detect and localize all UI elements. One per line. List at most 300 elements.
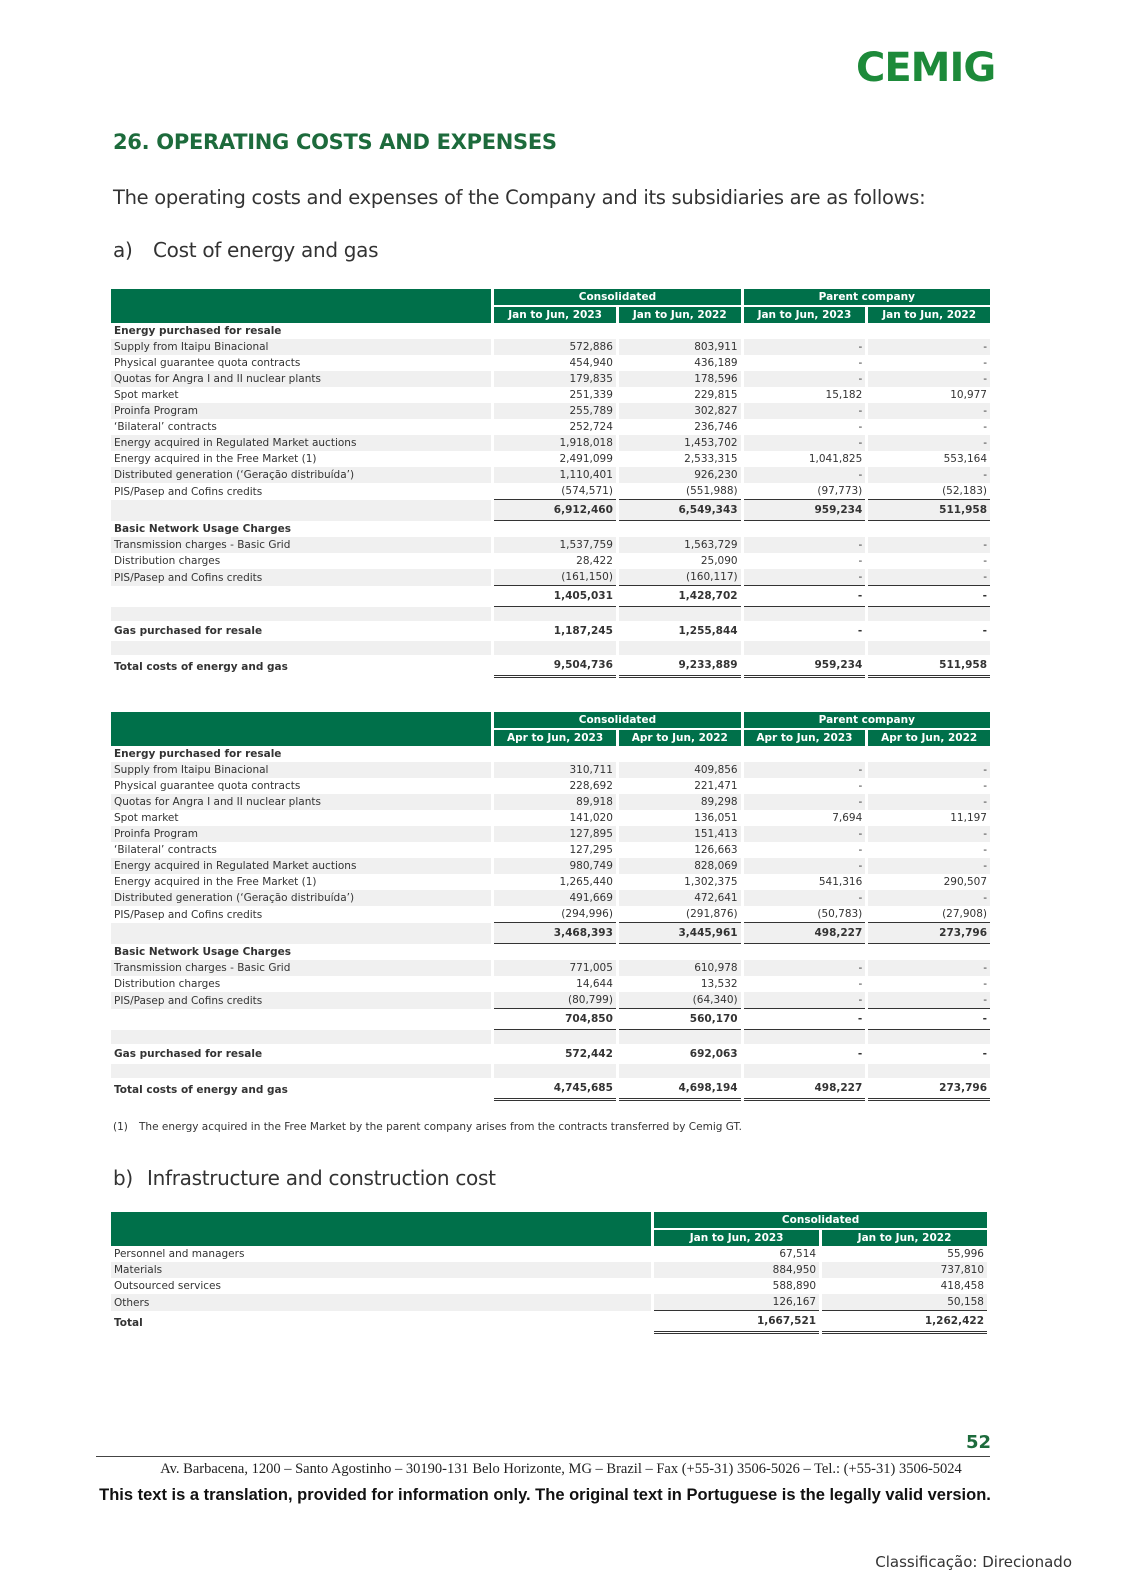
row-value-3: - bbox=[868, 858, 990, 874]
header-period-3: Apr to Jun, 2022 bbox=[868, 728, 990, 746]
row-value-3: - bbox=[868, 467, 990, 483]
row-value-1: 25,090 bbox=[700, 555, 738, 567]
row-value-0: 310,711 bbox=[494, 762, 616, 778]
row-label: Energy purchased for resale bbox=[114, 748, 282, 760]
table-row bbox=[111, 1294, 987, 1311]
row-value-1: 1,255,844 bbox=[678, 625, 738, 637]
row-value-1: 236,746 bbox=[694, 421, 738, 433]
table-row bbox=[111, 467, 990, 483]
row-value-1: 2,533,315 bbox=[684, 453, 738, 465]
spacer-row bbox=[111, 641, 990, 655]
row-value-2 bbox=[744, 607, 866, 621]
row-value-2: - bbox=[744, 371, 866, 387]
row-value-0: 1,187,245 bbox=[553, 625, 613, 637]
row-value-3: 290,507 bbox=[943, 876, 987, 888]
header-period-0: Apr to Jun, 2023 bbox=[494, 728, 616, 746]
row-value-2: 15,182 bbox=[825, 389, 863, 401]
header-group-row bbox=[111, 712, 990, 728]
row-value-2: - bbox=[744, 960, 866, 976]
row-value-2: 541,316 bbox=[818, 876, 863, 888]
row-value-1 bbox=[619, 521, 741, 537]
footnote bbox=[113, 1121, 742, 1133]
row-value-3: - bbox=[868, 794, 990, 810]
row-value-0: 228,692 bbox=[569, 780, 613, 792]
row-value-1: (551,988) bbox=[619, 483, 741, 500]
header-group-parent-company: Parent company bbox=[744, 712, 990, 728]
footer-address: Av. Barbacena, 1200 – Santo Agostinho – 30190-131 Belo Horizonte, MG – Brazil – Fax (+55-31) 3506-5026 – Tel.: (+55-31) 3506-5024 bbox=[160, 1461, 962, 1477]
row-label: Physical guarantee quota contracts bbox=[114, 357, 301, 369]
row-value-2: - bbox=[858, 357, 863, 369]
row-value-3: - bbox=[868, 890, 990, 906]
row-value-3 bbox=[868, 641, 990, 655]
row-value-2 bbox=[744, 641, 866, 655]
gas-row bbox=[111, 1044, 990, 1064]
row-value-2: 1,041,825 bbox=[808, 453, 863, 465]
row-value-0: 1,918,018 bbox=[494, 435, 616, 451]
table-row bbox=[111, 810, 990, 826]
row-value-2 bbox=[744, 944, 866, 960]
row-value-1: 610,978 bbox=[619, 960, 741, 976]
table-row bbox=[111, 419, 990, 435]
row-value-0: 1,667,521 bbox=[654, 1311, 819, 1334]
section-header-row bbox=[111, 521, 990, 537]
row-value-0: 572,442 bbox=[565, 1048, 613, 1060]
row-value-0: 14,644 bbox=[576, 978, 613, 990]
row-value-1: 3,445,961 bbox=[619, 923, 741, 944]
row-label bbox=[111, 1030, 491, 1044]
row-value-2: - bbox=[744, 794, 866, 810]
row-value-3 bbox=[868, 1030, 990, 1044]
row-value-2: - bbox=[858, 555, 863, 567]
table-row bbox=[111, 976, 990, 992]
table-row bbox=[111, 778, 990, 794]
row-value-3: - bbox=[868, 569, 990, 586]
row-value-1: 472,641 bbox=[619, 890, 741, 906]
row-label: Basic Network Usage Charges bbox=[114, 523, 291, 535]
header-blank-cell bbox=[111, 289, 491, 323]
row-value-1: 302,827 bbox=[619, 403, 741, 419]
row-label: Transmission charges - Basic Grid bbox=[111, 537, 491, 553]
row-value-1: 1,563,729 bbox=[619, 537, 741, 553]
header-period-3: Jan to Jun, 2022 bbox=[868, 305, 990, 323]
header-group-row bbox=[111, 289, 990, 305]
row-value-1: 560,170 bbox=[619, 1009, 741, 1030]
subtotal-row bbox=[111, 500, 990, 521]
table-row bbox=[111, 403, 990, 419]
row-value-2: - bbox=[744, 992, 866, 1009]
row-value-0: (161,150) bbox=[494, 569, 616, 586]
table-row bbox=[111, 1278, 987, 1294]
row-value-0: (574,571) bbox=[494, 483, 616, 500]
spacer-row bbox=[111, 1030, 990, 1044]
row-label: Spot market bbox=[114, 389, 179, 401]
row-label: Proinfa Program bbox=[111, 403, 491, 419]
row-value-1: 1,428,702 bbox=[619, 586, 741, 607]
header-group-consolidated: Consolidated bbox=[654, 1212, 987, 1228]
row-value-0: (80,799) bbox=[494, 992, 616, 1009]
row-value-3 bbox=[868, 1064, 990, 1078]
row-value-2: - bbox=[744, 537, 866, 553]
row-label: Energy acquired in the Free Market (1) bbox=[114, 876, 317, 888]
row-value-3: 11,197 bbox=[950, 812, 987, 824]
header-group-consolidated: Consolidated bbox=[494, 289, 740, 305]
subtotal-row bbox=[111, 586, 990, 607]
row-value-2: - bbox=[858, 780, 863, 792]
row-value-2: - bbox=[744, 569, 866, 586]
subtotal-row bbox=[111, 923, 990, 944]
row-value-2: 498,227 bbox=[744, 1078, 866, 1101]
header-period-2: Apr to Jun, 2023 bbox=[744, 728, 866, 746]
row-value-1: 1,453,702 bbox=[619, 435, 741, 451]
subsection-a-heading bbox=[113, 238, 378, 262]
row-value-3 bbox=[868, 746, 990, 762]
row-value-1: 55,996 bbox=[947, 1248, 984, 1260]
row-value-1 bbox=[619, 746, 741, 762]
row-value-3: 553,164 bbox=[943, 453, 987, 465]
table-row bbox=[111, 1246, 987, 1262]
row-value-3: - bbox=[983, 555, 987, 567]
header-period-1: Jan to Jun, 2022 bbox=[822, 1228, 987, 1246]
row-value-1: 229,815 bbox=[694, 389, 738, 401]
row-value-3: - bbox=[983, 357, 987, 369]
row-label: Transmission charges - Basic Grid bbox=[111, 960, 491, 976]
row-value-2: - bbox=[857, 625, 863, 637]
table-row bbox=[111, 890, 990, 906]
row-value-2 bbox=[744, 323, 866, 339]
row-value-2 bbox=[744, 1030, 866, 1044]
row-value-0: 454,940 bbox=[569, 357, 613, 369]
row-label: ‘Bilateral’ contracts bbox=[114, 844, 217, 856]
row-value-3: (27,908) bbox=[868, 906, 990, 923]
svg-text:CEMIG: CEMIG bbox=[856, 45, 996, 88]
row-value-2: - bbox=[744, 826, 866, 842]
row-value-3: 10,977 bbox=[950, 389, 987, 401]
row-value-2: - bbox=[744, 339, 866, 355]
row-value-0 bbox=[494, 323, 616, 339]
row-value-0: 251,339 bbox=[569, 389, 613, 401]
row-value-0 bbox=[494, 1030, 616, 1044]
table-row bbox=[111, 451, 990, 467]
table-row bbox=[111, 355, 990, 371]
row-value-0: (294,996) bbox=[494, 906, 616, 923]
row-value-3 bbox=[868, 944, 990, 960]
row-label: Quotas for Angra I and II nuclear plants bbox=[111, 794, 491, 810]
row-value-1 bbox=[619, 607, 741, 621]
cost-energy-gas-q2-table bbox=[108, 712, 993, 1101]
row-value-3: - bbox=[868, 403, 990, 419]
row-value-3 bbox=[868, 521, 990, 537]
row-value-2: - bbox=[744, 403, 866, 419]
table-row bbox=[111, 1262, 987, 1278]
row-value-0: 89,918 bbox=[494, 794, 616, 810]
total-row bbox=[111, 1311, 987, 1334]
row-label: Quotas for Angra I and II nuclear plants bbox=[111, 371, 491, 387]
table-row bbox=[111, 906, 990, 923]
row-value-0: 6,912,460 bbox=[494, 500, 616, 521]
row-value-3: - bbox=[868, 371, 990, 387]
row-value-3 bbox=[868, 607, 990, 621]
row-value-1: (64,340) bbox=[619, 992, 741, 1009]
translation-disclaimer: This text is a translation, provided for information only. The original text in Portuguese is the legally valid version. bbox=[99, 1486, 991, 1504]
row-value-0: 141,020 bbox=[569, 812, 613, 824]
row-label: Distributed generation (‘Geração distribuída’) bbox=[111, 890, 491, 906]
header-period-1: Jan to Jun, 2022 bbox=[619, 305, 741, 323]
row-value-0: 884,950 bbox=[654, 1262, 819, 1278]
row-value-3: 511,958 bbox=[868, 655, 990, 678]
row-value-0: 980,749 bbox=[494, 858, 616, 874]
row-label: Gas purchased for resale bbox=[114, 625, 263, 637]
row-value-1 bbox=[619, 944, 741, 960]
row-value-3: - bbox=[868, 339, 990, 355]
row-value-0: 771,005 bbox=[494, 960, 616, 976]
row-label bbox=[111, 586, 491, 607]
row-value-1: 436,189 bbox=[694, 357, 738, 369]
table-row bbox=[111, 569, 990, 586]
row-value-3: - bbox=[868, 762, 990, 778]
header-group-row bbox=[111, 1212, 987, 1228]
row-label: Personnel and managers bbox=[114, 1248, 245, 1260]
row-value-3: - bbox=[868, 1009, 990, 1030]
cemig-logo bbox=[856, 44, 1010, 88]
table-row bbox=[111, 483, 990, 500]
subsection-b-heading bbox=[113, 1166, 496, 1190]
header-blank-cell bbox=[111, 712, 491, 746]
row-label: Total bbox=[114, 1316, 143, 1329]
row-value-3: - bbox=[868, 826, 990, 842]
footnote-number: (1) bbox=[113, 1121, 128, 1133]
row-label: ‘Bilateral’ contracts bbox=[114, 421, 217, 433]
row-value-1: 126,663 bbox=[694, 844, 738, 856]
footer-divider bbox=[96, 1456, 990, 1457]
row-value-3: - bbox=[982, 1048, 987, 1060]
header-group-parent-company: Parent company bbox=[744, 289, 990, 305]
subsection-b-letter: b) bbox=[113, 1166, 133, 1190]
total-row bbox=[111, 655, 990, 678]
row-value-3: - bbox=[868, 992, 990, 1009]
row-value-1: 136,051 bbox=[694, 812, 738, 824]
row-value-2: - bbox=[858, 844, 863, 856]
row-value-1: 13,532 bbox=[700, 978, 738, 990]
row-value-0 bbox=[494, 944, 616, 960]
row-value-3: - bbox=[868, 537, 990, 553]
row-label: Gas purchased for resale bbox=[114, 1048, 263, 1060]
row-value-3: (52,183) bbox=[868, 483, 990, 500]
row-value-1: 926,230 bbox=[619, 467, 741, 483]
row-value-2: 498,227 bbox=[744, 923, 866, 944]
row-value-2: - bbox=[744, 858, 866, 874]
row-label: Basic Network Usage Charges bbox=[114, 946, 291, 958]
row-label: Energy purchased for resale bbox=[114, 325, 282, 337]
row-value-1: (291,876) bbox=[619, 906, 741, 923]
row-value-1: 178,596 bbox=[619, 371, 741, 387]
row-value-2: - bbox=[744, 586, 866, 607]
row-value-1: 50,158 bbox=[822, 1294, 987, 1311]
table-row bbox=[111, 842, 990, 858]
row-value-3 bbox=[868, 323, 990, 339]
row-value-0: 572,886 bbox=[494, 339, 616, 355]
row-value-2: (50,783) bbox=[744, 906, 866, 923]
row-value-0 bbox=[494, 746, 616, 762]
row-value-3: 273,796 bbox=[868, 1078, 990, 1101]
row-value-3: - bbox=[983, 780, 987, 792]
row-value-0: 588,890 bbox=[772, 1280, 817, 1292]
row-value-0: 127,895 bbox=[494, 826, 616, 842]
row-value-2: - bbox=[744, 1009, 866, 1030]
table-row bbox=[111, 762, 990, 778]
row-label: Total costs of energy and gas bbox=[114, 660, 288, 673]
section-header-row bbox=[111, 746, 990, 762]
row-value-0: 255,789 bbox=[494, 403, 616, 419]
table-row bbox=[111, 553, 990, 569]
table-row bbox=[111, 537, 990, 553]
row-label: Energy acquired in Regulated Market auctions bbox=[111, 435, 491, 451]
row-value-2: - bbox=[858, 421, 863, 433]
row-label bbox=[111, 500, 491, 521]
row-label: Materials bbox=[111, 1262, 651, 1278]
row-value-0: 67,514 bbox=[779, 1248, 817, 1260]
row-value-1: 418,458 bbox=[940, 1280, 984, 1292]
row-label: Supply from Itaipu Binacional bbox=[111, 762, 491, 778]
row-value-1: 6,549,343 bbox=[619, 500, 741, 521]
row-label: Spot market bbox=[114, 812, 179, 824]
row-value-0: 3,468,393 bbox=[494, 923, 616, 944]
table-row bbox=[111, 339, 990, 355]
row-label: Total costs of energy and gas bbox=[114, 1083, 288, 1096]
row-label bbox=[111, 923, 491, 944]
header-period-1: Apr to Jun, 2022 bbox=[619, 728, 741, 746]
subsection-a-title: Cost of energy and gas bbox=[153, 238, 379, 262]
row-label: PIS/Pasep and Cofins credits bbox=[111, 569, 491, 586]
row-label: Others bbox=[111, 1294, 651, 1311]
row-label: PIS/Pasep and Cofins credits bbox=[114, 908, 263, 921]
subtotal-row bbox=[111, 1009, 990, 1030]
classification-label: Classificação: Direcionado bbox=[875, 1553, 1072, 1571]
row-value-0: 179,835 bbox=[494, 371, 616, 387]
header-period-0: Jan to Jun, 2023 bbox=[494, 305, 616, 323]
total-row bbox=[111, 1078, 990, 1101]
row-value-1: 803,911 bbox=[619, 339, 741, 355]
row-value-1: 4,698,194 bbox=[619, 1078, 741, 1101]
table-row bbox=[111, 874, 990, 890]
row-value-2: - bbox=[858, 978, 863, 990]
row-label: PIS/Pasep and Cofins credits bbox=[114, 485, 263, 498]
row-value-3: - bbox=[983, 421, 987, 433]
row-value-3: 273,796 bbox=[868, 923, 990, 944]
row-label: Outsourced services bbox=[114, 1280, 221, 1292]
row-value-3: - bbox=[983, 978, 987, 990]
cost-energy-gas-h1-table bbox=[108, 289, 993, 678]
section-title: 26. OPERATING COSTS AND EXPENSES bbox=[113, 130, 557, 154]
row-value-1 bbox=[619, 1030, 741, 1044]
section-header-row bbox=[111, 323, 990, 339]
row-value-1: 1,302,375 bbox=[684, 876, 738, 888]
row-value-1: 409,856 bbox=[619, 762, 741, 778]
subsection-a-letter: a) bbox=[113, 238, 133, 262]
row-label bbox=[111, 1009, 491, 1030]
table-row bbox=[111, 387, 990, 403]
row-value-0: 252,724 bbox=[569, 421, 613, 433]
header-period-2: Jan to Jun, 2023 bbox=[744, 305, 866, 323]
row-value-0: 1,405,031 bbox=[494, 586, 616, 607]
row-value-0 bbox=[494, 521, 616, 537]
row-label bbox=[111, 641, 491, 655]
row-value-3: - bbox=[868, 435, 990, 451]
header-blank-cell bbox=[111, 1212, 651, 1246]
table-row bbox=[111, 794, 990, 810]
row-value-2: - bbox=[744, 467, 866, 483]
row-value-2 bbox=[744, 746, 866, 762]
row-value-0: 1,110,401 bbox=[494, 467, 616, 483]
row-value-0: 28,422 bbox=[576, 555, 613, 567]
row-label: Distributed generation (‘Geração distribuída’) bbox=[111, 467, 491, 483]
row-label: PIS/Pasep and Cofins credits bbox=[111, 992, 491, 1009]
row-label: Supply from Itaipu Binacional bbox=[111, 339, 491, 355]
header-period-0: Jan to Jun, 2023 bbox=[654, 1228, 819, 1246]
row-value-1: 737,810 bbox=[822, 1262, 987, 1278]
gas-row bbox=[111, 621, 990, 641]
row-value-2 bbox=[744, 521, 866, 537]
row-value-2 bbox=[744, 1064, 866, 1078]
row-label: Distribution charges bbox=[114, 978, 221, 990]
subsection-b-title: Infrastructure and construction cost bbox=[147, 1166, 496, 1190]
intro-text: The operating costs and expenses of the Company and its subsidiaries are as follows: bbox=[113, 186, 926, 209]
row-value-0: 704,850 bbox=[494, 1009, 616, 1030]
row-value-1: 828,069 bbox=[619, 858, 741, 874]
row-value-1: 89,298 bbox=[619, 794, 741, 810]
infrastructure-construction-cost-table bbox=[108, 1212, 990, 1334]
row-value-0: 1,265,440 bbox=[559, 876, 613, 888]
row-label: Physical guarantee quota contracts bbox=[114, 780, 301, 792]
footnote-text: The energy acquired in the Free Market by the parent company arises from the contracts transferred by Cemig GT. bbox=[139, 1121, 743, 1133]
table-row bbox=[111, 435, 990, 451]
row-value-1: 151,413 bbox=[619, 826, 741, 842]
row-label: Energy acquired in Regulated Market auctions bbox=[111, 858, 491, 874]
row-value-3: - bbox=[983, 844, 987, 856]
row-value-3: - bbox=[868, 586, 990, 607]
section-header-row bbox=[111, 944, 990, 960]
row-value-1: 221,471 bbox=[694, 780, 738, 792]
row-value-3: - bbox=[982, 625, 987, 637]
row-value-3: - bbox=[868, 960, 990, 976]
row-value-0 bbox=[494, 641, 616, 655]
row-value-2: - bbox=[857, 1048, 863, 1060]
page-number: 52 bbox=[966, 1432, 992, 1453]
row-value-1: 9,233,889 bbox=[619, 655, 741, 678]
row-label bbox=[111, 607, 491, 621]
row-value-0 bbox=[494, 1064, 616, 1078]
row-value-2: 959,234 bbox=[744, 500, 866, 521]
table-row bbox=[111, 826, 990, 842]
row-value-3: 511,958 bbox=[868, 500, 990, 521]
row-value-0: 4,745,685 bbox=[494, 1078, 616, 1101]
row-value-2: - bbox=[744, 762, 866, 778]
row-value-0: 491,669 bbox=[494, 890, 616, 906]
table-row bbox=[111, 371, 990, 387]
row-label: Proinfa Program bbox=[111, 826, 491, 842]
row-value-2: - bbox=[744, 890, 866, 906]
row-value-2: 7,694 bbox=[832, 812, 863, 824]
row-value-2: 959,234 bbox=[744, 655, 866, 678]
row-value-0: 127,295 bbox=[569, 844, 613, 856]
row-value-1: 692,063 bbox=[689, 1048, 738, 1060]
row-value-0: 9,504,736 bbox=[494, 655, 616, 678]
row-label: Distribution charges bbox=[114, 555, 221, 567]
row-label bbox=[111, 1064, 491, 1078]
spacer-row bbox=[111, 607, 990, 621]
header-group-consolidated: Consolidated bbox=[494, 712, 740, 728]
row-value-1: 1,262,422 bbox=[822, 1311, 987, 1334]
row-value-2: - bbox=[744, 435, 866, 451]
